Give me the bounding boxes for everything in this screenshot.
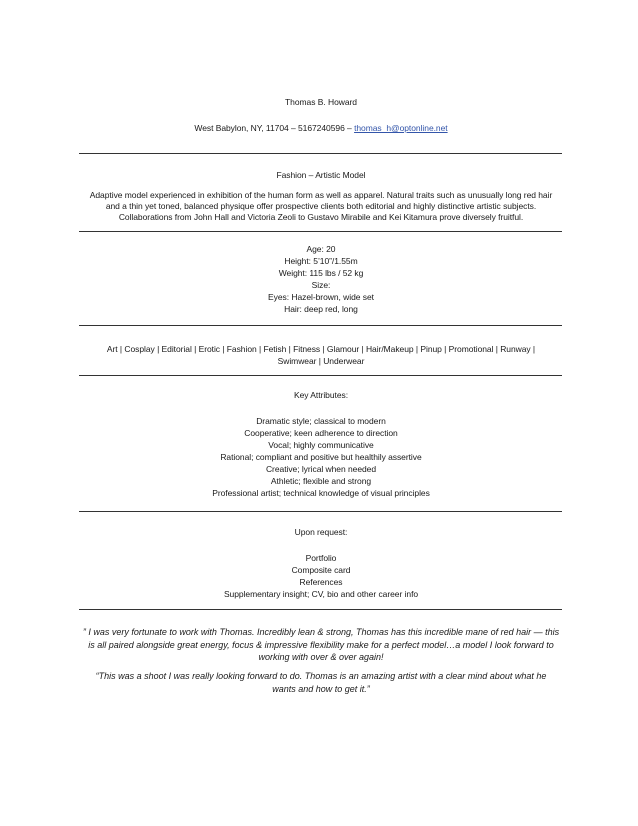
testimonial-quote: ” I was very fortunate to work with Thomas. Incredibly lean & strong, Thomas has this incredible mane of red hair — this is all paired alongside great energy, focus & impressive flexibility make for a perfect model…a model I look forward to working with over & over again! [82, 627, 560, 662]
stat-age: Age: 20 [306, 244, 336, 254]
divider [79, 609, 562, 610]
request-item: Portfolio [305, 553, 337, 563]
email-link[interactable]: thomas_h@optonline.net [354, 123, 448, 133]
stat-height: Height: 5’10”/1.55m [284, 256, 358, 266]
divider [79, 231, 562, 232]
attribute-item: Vocal; highly communicative [268, 440, 374, 450]
divider [79, 325, 562, 326]
stat-hair: Hair: deep red, long [284, 304, 358, 314]
attribute-item: Rational; compliant and positive but healthily assertive [220, 452, 422, 462]
resume-title: Fashion – Artistic Model [276, 170, 366, 180]
divider [79, 511, 562, 512]
attribute-item: Dramatic style; classical to modern [256, 416, 386, 426]
attribute-item: Athletic; flexible and strong [270, 476, 372, 486]
candidate-name: Thomas B. Howard [285, 97, 357, 107]
contact-details: West Babylon, NY, 11704 – 5167240596 – [194, 123, 355, 133]
request-item: Supplementary insight; CV, bio and other career info [223, 589, 419, 599]
upon-request-heading: Upon request: [294, 527, 348, 537]
divider [79, 153, 562, 154]
request-item: Composite card [291, 565, 351, 575]
summary-line: Collaborations from John Hall and Victoria Zeoli to Gustavo Mirabile and Kei Kitamura prove diversely fruitful. [118, 212, 524, 222]
attribute-item: Cooperative; keen adherence to direction [244, 428, 398, 438]
summary-line: Adaptive model experienced in exhibition of the human form as well as apparel. Natural traits such as unusually long red hair [89, 190, 553, 200]
attribute-item: Creative; lyrical when needed [265, 464, 377, 474]
attribute-item: Professional artist; technical knowledge of visual principles [212, 488, 430, 498]
categories-line: Art | Cosplay | Editorial | Erotic | Fashion | Fetish | Fitness | Glamour | Hair/Makeup | Pinup | Promotional | Runway | [106, 344, 536, 354]
stat-size: Size: [311, 280, 331, 290]
testimonial-quote: “This was a shoot I was really looking forward to do. Thomas is an amazing artist with a clear mind about what he wants and how to get it.” [95, 671, 547, 694]
request-item: References [299, 577, 343, 587]
categories-line: Swimwear | Underwear [277, 356, 365, 366]
contact-line [80, 123, 562, 134]
stat-weight: Weight: 115 lbs / 52 kg [278, 268, 364, 278]
stat-eyes: Eyes: Hazel-brown, wide set [268, 292, 374, 302]
divider [79, 375, 562, 376]
key-attributes-heading: Key Attributes: [293, 390, 349, 400]
summary-line: and a thin yet toned, balanced physique offer prospective clients both editorial and highly distinctive artistic subjects. [105, 201, 537, 211]
